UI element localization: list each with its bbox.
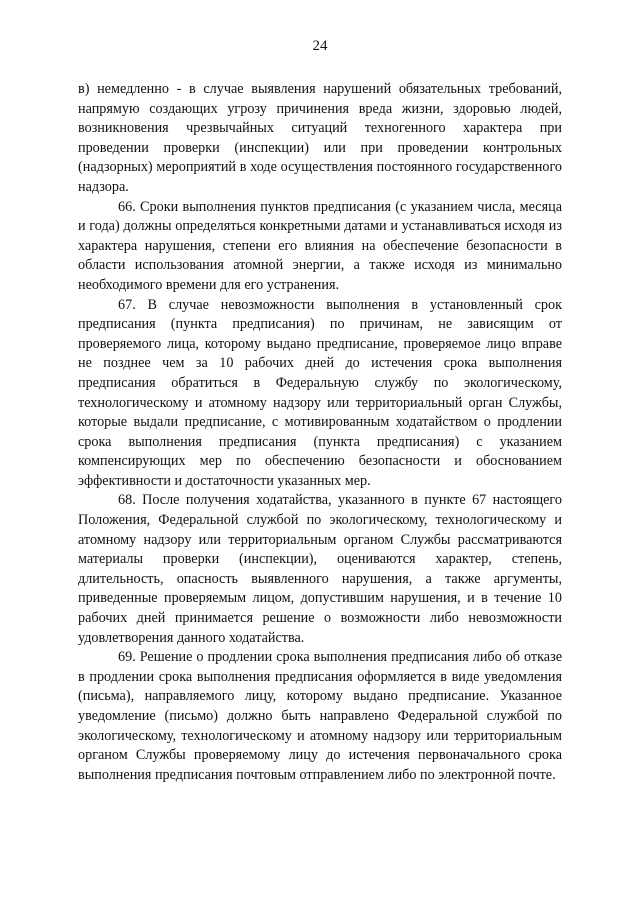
page-number: 24 — [312, 38, 328, 54]
paragraph-66: 66. Сроки выполнения пунктов предписания (с указанием числа, месяца и года) должны определяться конкретными датами и устанавливаться исходя из характера нарушения, степени его влияния на обеспечение безопасности в области использования атомной энергии, а также исходя из минимально необходимого времени для его устранения. — [78, 198, 562, 293]
paragraph-69: 69. Решение о продлении срока выполнения предписания либо об отказе в продлении срока выполнения предписания оформляется в виде уведомления (письма), направляемого лицу, которому выдано предписание. Указанное уведомление (письмо) должно быть направлено Федеральной службой по экологическому, технологическому и атомному надзору или территориальным органом Службы проверяемому лицу до истечения первоначального срока выполнения предписания почтовым отправлением либо по электронной почте. — [78, 649, 562, 783]
paragraph-68: 68. После получения ходатайства, указанного в пункте 67 настоящего Положения, Федеральной службой по экологическому, технологическому и атомному надзору или территориальным органом Службы рассматриваются материалы проверки (инспекции), оцениваются характер, степень, длительность, опасность выявленного нарушения, а также аргументы, приведенные проверяемым лицом, допустившим нарушения, и в течение 10 рабочих дней принимается решение о возможности либо невозможности удовлетворения данного ходатайства. — [78, 492, 562, 646]
document-body — [78, 80, 562, 785]
paragraph-67: 67. В случае невозможности выполнения в установленный срок предписания (пункта предписания) по причинам, не зависящим от проверяемого лица, которому выдано предписание, проверяемое лицо вправе не позднее чем за 10 рабочих дней до истечения срока выполнения предписания обратиться в Федеральную службу по экологическому, технологическому и атомному надзору или территориальный орган Службы, которые выдали предписание, с мотивированным ходатайством о продлении срока выполнения предписания (пункта предписания) с указанием компенсирующих мер по обеспечению безопасности и обоснованием эффективности и достаточности указанных мер. — [78, 296, 562, 489]
paragraph-item-v: в) немедленно - в случае выявления нарушений обязательных требований, напрямую создающих угрозу причинения вреда жизни, здоровью людей, возникновения чрезвычайных ситуаций техногенного характера при проведении проверки (инспекции) или при проведении контрольных (надзорных) мероприятий в ходе осуществления постоянного государственного надзора. — [78, 81, 562, 195]
